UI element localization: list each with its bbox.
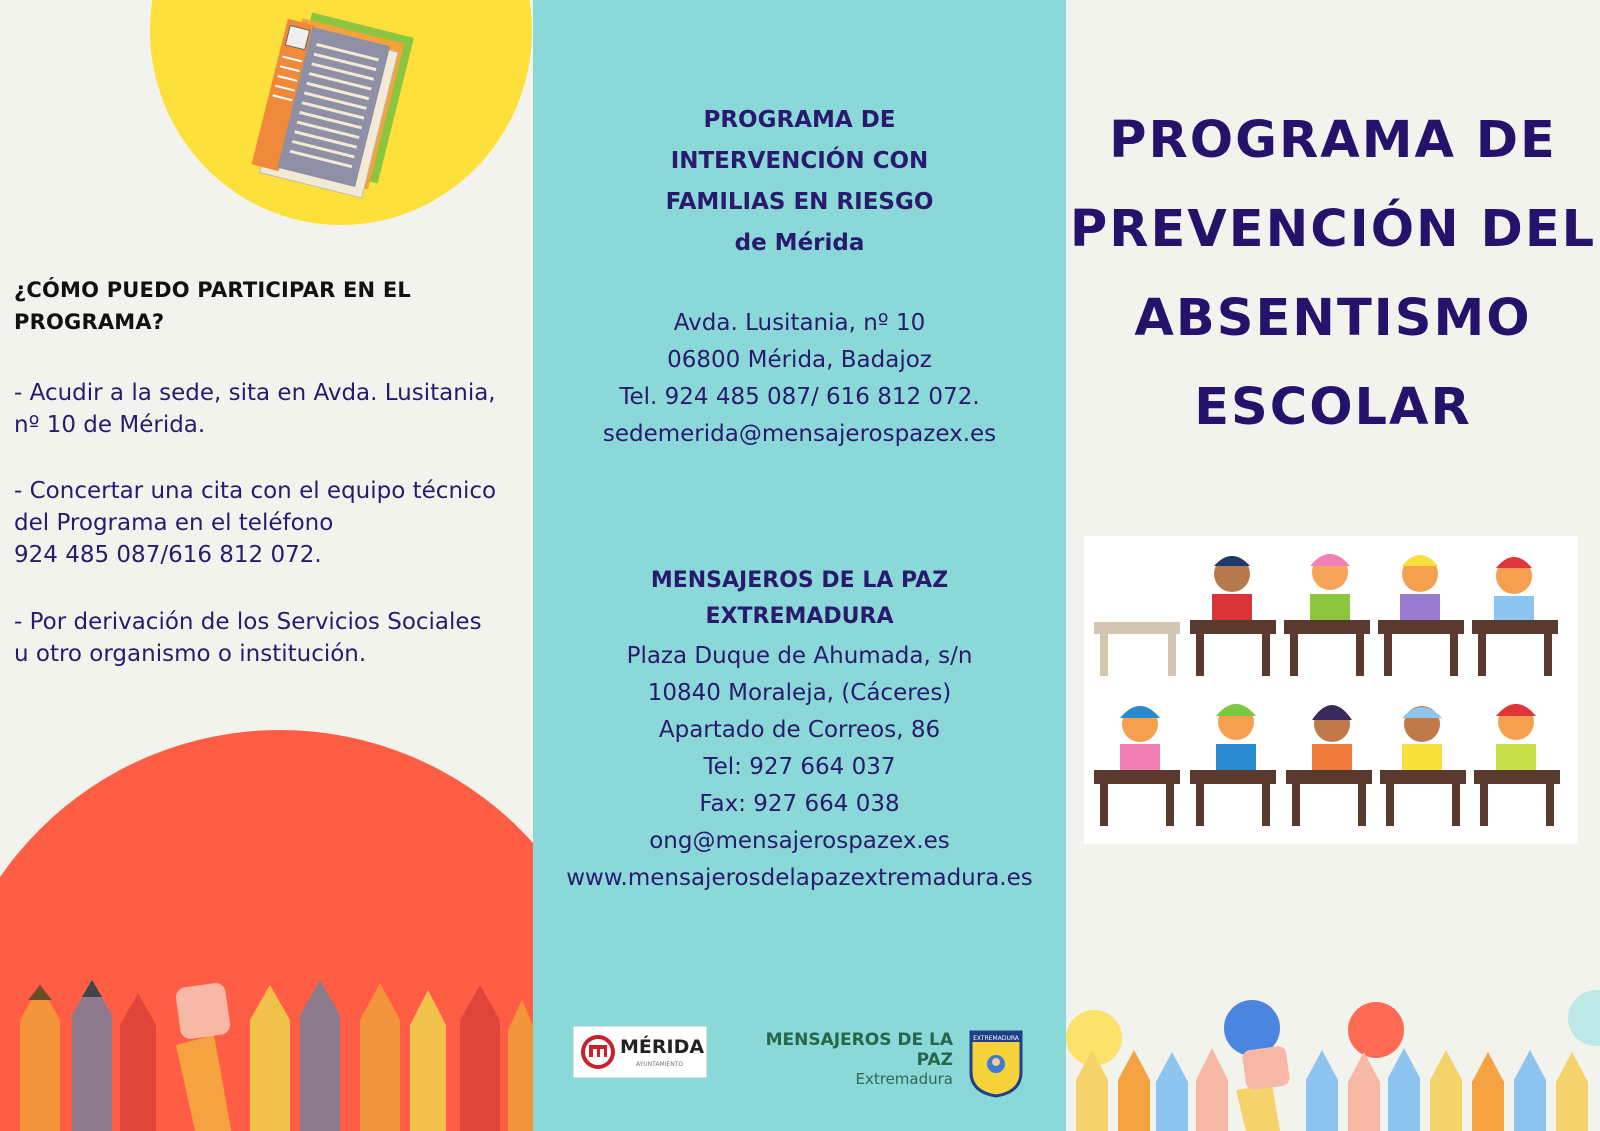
org-email[interactable]: ong@mensajerospazex.es bbox=[649, 828, 950, 854]
middle-panel bbox=[533, 0, 1066, 1131]
option-referral: - Por derivación de los Servicios Sociales u otro organismo o institución. bbox=[14, 609, 482, 667]
pencils-illustration bbox=[0, 975, 533, 1131]
program-email[interactable]: sedemerida@mensajerospazex.es bbox=[602, 421, 997, 447]
org-heading: MENSAJEROS DE LA PAZ EXTREMADURA bbox=[650, 568, 949, 629]
program-contact: Avda. Lusitania, nº 10 06800 Mérida, Badajoz Tel. 924 485 087/ 616 812 072. sedemerida@mensajerospazex.es bbox=[533, 305, 1066, 453]
left-panel bbox=[0, 0, 533, 1131]
balls-and-pencils bbox=[1066, 990, 1600, 1131]
participation-question bbox=[14, 274, 514, 338]
org-website[interactable]: www.mensajerosdelapazextremadura.es bbox=[566, 865, 1033, 891]
main-title: PROGRAMA DE PREVENCIÓN DEL ABSENTISMO ESCOLAR bbox=[1069, 111, 1597, 437]
option-visit: - Acudir a la sede, sita en Avda. Lusitania, nº 10 de Mérida. bbox=[14, 380, 496, 438]
classroom-illustration bbox=[1084, 536, 1578, 844]
merida-logo-icon bbox=[580, 1035, 616, 1069]
org-contact: Plaza Duque de Ahumada, s/n 10840 Moraleja, (Cáceres) Apartado de Correos, 86 Tel: 927 664 037 Fax: 927 664 038 ong@mensajerospazex.es www.mensajerosdelapazextremadura.es bbox=[533, 638, 1066, 897]
shield-label: EXTREMADURA bbox=[973, 1035, 1019, 1042]
mensajeros-shield-icon bbox=[969, 1030, 1023, 1098]
right-panel bbox=[1066, 0, 1600, 1131]
mensajeros-logo: MENSAJEROS DE LA PAZ Extremadura bbox=[765, 1030, 953, 1088]
option-appointment: - Concertar una cita con el equipo técnico del Programa en el teléfono 924 485 087/616 812 072. bbox=[14, 478, 497, 568]
newspaper-icon bbox=[250, 12, 430, 202]
program-heading: PROGRAMA DE INTERVENCIÓN CON FAMILIAS EN RIESGO de Mérida bbox=[665, 107, 934, 256]
merida-logo: MÉRIDA AYUNTAMIENTO bbox=[573, 1026, 707, 1078]
question-line: PROGRAMA? bbox=[14, 310, 165, 334]
question-line: ¿CÓMO PUEDO PARTICIPAR EN EL bbox=[14, 278, 411, 302]
